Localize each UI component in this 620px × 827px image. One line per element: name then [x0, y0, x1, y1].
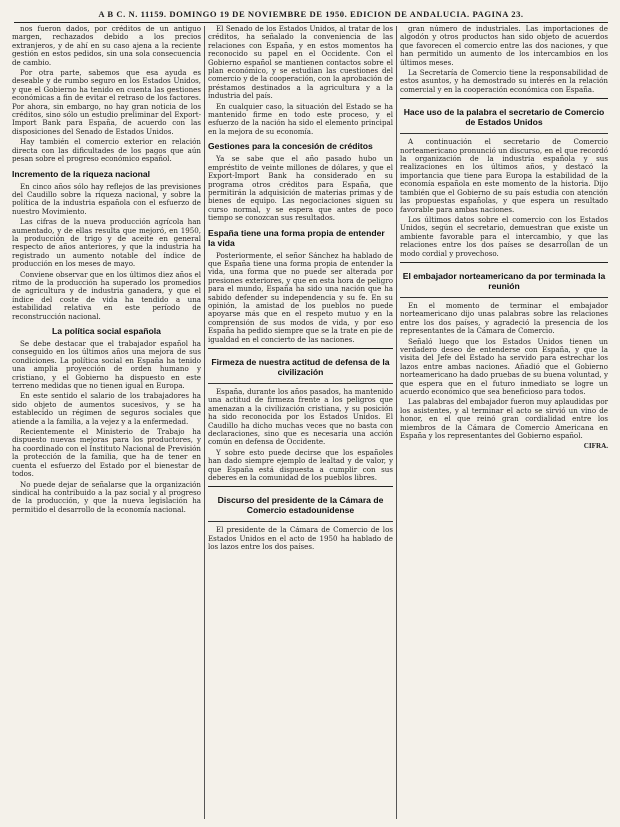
section-heading: Gestiones para la concesión de créditos — [208, 141, 373, 152]
section-heading: La política social española — [52, 326, 161, 336]
column-2 — [208, 25, 393, 821]
paragraph: Recientemente el Ministerio de Trabajo ha dispuesto nuevas mejoras para los productores, y ha coordinado con el Instituto Nacional de Previsión la protección de la familia, que ha de tener en cuenta el esfuerzo del Estado por el bienestar de todos. — [12, 427, 201, 479]
paragraph: España, durante los años pasados, ha mantenido una actitud de firmeza frente a los peligros que amenazan a la civilización cristiana, y su posición ha sido reconocida por los Estados Unidos. El Caudillo ha dicho muchas veces que no basta con declaraciones, sino que es necesaria una acción común en defensa de Occidente. — [208, 387, 393, 447]
paragraph: En el momento de terminar el embajador norteamericano dijo unas palabras sobre las relaciones entre los dos países, y agradeció la presencia de los representantes de la Cámara de Comercio. — [400, 300, 608, 336]
section-heading: Firmeza de nuestra actitud de defensa de la civilización — [211, 357, 390, 377]
paragraph: Ya se sabe que el año pasado hubo un empréstito de veinte millones de dólares, y que el Export-Import Bank ha considerado en su programa otros créditos para España, que permitirán la adquisición de materias primas y de bienes de equipo. Las negociaciones siguen su curso normal, y se espera que antes de poco tiempo se conozcan sus resultados. — [208, 154, 393, 223]
paragraph: Posteriormente, el señor Sánchez ha hablado de que España tiene una forma propia de entender la vida, una forma que no puede ser alterada por presiones exteriores, y que en esta hora de peligro para el mundo, España ha sido una nación que ha sabido defender su independencia y su fe. En su opinión, la amistad de los pueblos no puede apoyarse más que en el respeto mutuo y en la comprensión de sus modos de vida, y por eso España ha pedido siempre que se la trate en pie de igualdad en el concierto de las naciones. — [208, 250, 393, 344]
section-heading: El embajador norteamericano da por terminada la reunión — [402, 270, 606, 291]
paragraph: La Secretaría de Comercio tiene la responsabilidad de estos asuntos, y ha demostrado su interés en la relación comercial y en la cooperación económica con España. — [400, 68, 608, 94]
paragraph: Señaló luego que los Estados Unidos tienen un verdadero deseo de entenderse con España, y que la visita del Jefe del Estado ha servido para estrechar los lazos entre ambas naciones. Añadió que el Gobierno norteamericano ha dado pruebas de su buena voluntad, y que espera que en el futuro inmediato se logre un acuerdo económico que sea beneficioso para todos. — [400, 336, 608, 396]
paragraph: Conviene observar que en los últimos diez años el ritmo de la producción ha superado los promedios de agricultura y de industria ganadera, y que el índice del coste de vida ha tendido a una estabilidad relativa en este período de reconstrucción nacional. — [12, 269, 201, 321]
headline-box — [208, 348, 393, 384]
column-1 — [12, 25, 201, 821]
page-header: A B C. N. 11159. DOMINGO 19 DE NOVIEMBRE DE 1950. EDICION DE ANDALUCIA. PAGINA 23. — [14, 8, 608, 23]
paragraph: Se debe destacar que el trabajador español ha conseguido en los últimos años una mejora de sus condiciones. La política social en España ha tenido una amplia proyección de orden humano y cristiano, y el Gobierno ha dispuesto en este terreno medidas que no tienen igual en Europa. — [12, 339, 201, 391]
section-heading: Hace uso de la palabra el secretario de Comercio de Estados Unidos — [403, 107, 605, 128]
column-3 — [400, 25, 608, 821]
headline-box — [400, 98, 608, 134]
paragraph: El presidente de la Cámara de Comercio de los Estados Unidos en el acto de 1950 ha hablado de los lazos entre los dos países. — [208, 525, 393, 552]
headline-box — [208, 486, 393, 522]
paragraph: Hay también el comercio exterior en relación directa con las dificultades de los pagos que aún pesan sobre el progreso económico español. — [12, 137, 201, 164]
section-heading: España tiene una forma propia de entender la vida — [208, 227, 385, 248]
paragraph: Las cifras de la nueva producción agrícola han aumentado, y de ellas resulta que mejoró, en 1950, la producción de trigo y de aceite en general respecto de años anteriores, y que la industria ha registrado un aumento notable del índice de producción en los meses de mayo. — [12, 217, 201, 269]
paragraph: En cinco años sólo hay reflejos de las previsiones del Caudillo sobre la riqueza nacional, y sobre la política de la industria española con el esfuerzo de nuestro Movimiento. — [12, 181, 201, 216]
paragraph: A continuación el secretario de Comercio norteamericano pronunció un discurso, en el que recordó la organización de la industria española y sus realizaciones en los últimos años, y destacó la importancia que tiene para Europa la estabilidad de la economía española en este momento de la historia. Dijo también que el Gobierno de su país estudia con atención las propuestas españolas, y que espera un resultado favorable para ambas naciones. — [400, 137, 608, 214]
paragraph: Por otra parte, sabemos que esa ayuda es deseable y de rumbo seguro en los Estados Unidos, y que el Gobierno ha tenido en cuenta las gestiones económicas a fin de evitar el retraso de los factores. Por ahora, sin embargo, no hay gran noticia de los créditos, sino sólo un estudio preliminar del Export-Import Bank para España, de acuerdo con las disposiciones del Senado de Estados Unidos. — [12, 68, 201, 136]
paragraph: Los últimos datos sobre el comercio con los Estados Unidos, según el secretario, demuestran que existe un ambiente favorable para el intercambio, y que las relaciones entre los dos países se desarrollan de un modo cordial y provechoso. — [400, 214, 608, 258]
column-rule-2 — [396, 26, 397, 819]
paragraph: El Senado de los Estados Unidos, al tratar de los créditos, ha señalado la conveniencia de las relaciones con España, y en estos momentos ha reconocido su papel en el Occidente. Con el Gobierno español se mantienen contactos sobre el plan económico, y se estudian las cuestiones del comercio y de la cooperación, con la aprobación de préstamos destinados a la agricultura y a la industria del país. — [208, 25, 393, 101]
paragraph: No puede dejar de señalarse que la organización sindical ha contribuido a la paz social y al progreso de la producción, y que la nueva legislación ha permitido el desarrollo de la economía nacional. — [12, 479, 201, 514]
paragraph: En este sentido el salario de los trabajadores ha sido objeto de aumentos sucesivos, y se ha establecido un régimen de seguros sociales que atiende a la familia, a la vejez y a la enfermedad. — [12, 391, 201, 426]
paragraph: Las palabras del embajador fueron muy aplaudidas por los asistentes, y al terminar el acto se sirvió un vino de honor, en el que reinó gran cordialidad entre los miembros de la Cámara de Comercio Americana en España y los representantes del Gobierno español. — [400, 397, 608, 441]
paragraph: gran número de industriales. Las importaciones de algodón y otros productos han sido objeto de acuerdos que favorecen el comercio entre las dos naciones, y que han permitido un aumento de los intercambios en los últimos meses. — [400, 25, 608, 67]
paragraph: nos fueron dados, por créditos de un antiguo margen, rechazados debido a los precios extranjeros, y de ahí en su caso ajena a la reciente gestión en estos pedidos, sin una sola consecuencia de cambio. — [12, 25, 201, 67]
paragraph: Y sobre esto puede decirse que los españoles han dado siempre ejemplo de lealtad y de valor, y que España está dispuesta a cumplir con sus deberes en la comunidad de los pueblos libres. — [208, 447, 393, 483]
signature-cifra: CIFRA. — [583, 442, 608, 451]
column-rule-1 — [204, 26, 205, 819]
section-heading: Discurso del presidente de la Cámara de Comercio estadounidense — [217, 495, 384, 516]
headline-box — [400, 262, 608, 298]
section-heading: Incremento de la riqueza nacional — [12, 168, 151, 179]
paragraph: En cualquier caso, la situación del Estado se ha mantenido firme en todo este proceso, y el esfuerzo de la nación ha sido el elemento principal en la mejora de su economía. — [208, 101, 393, 136]
